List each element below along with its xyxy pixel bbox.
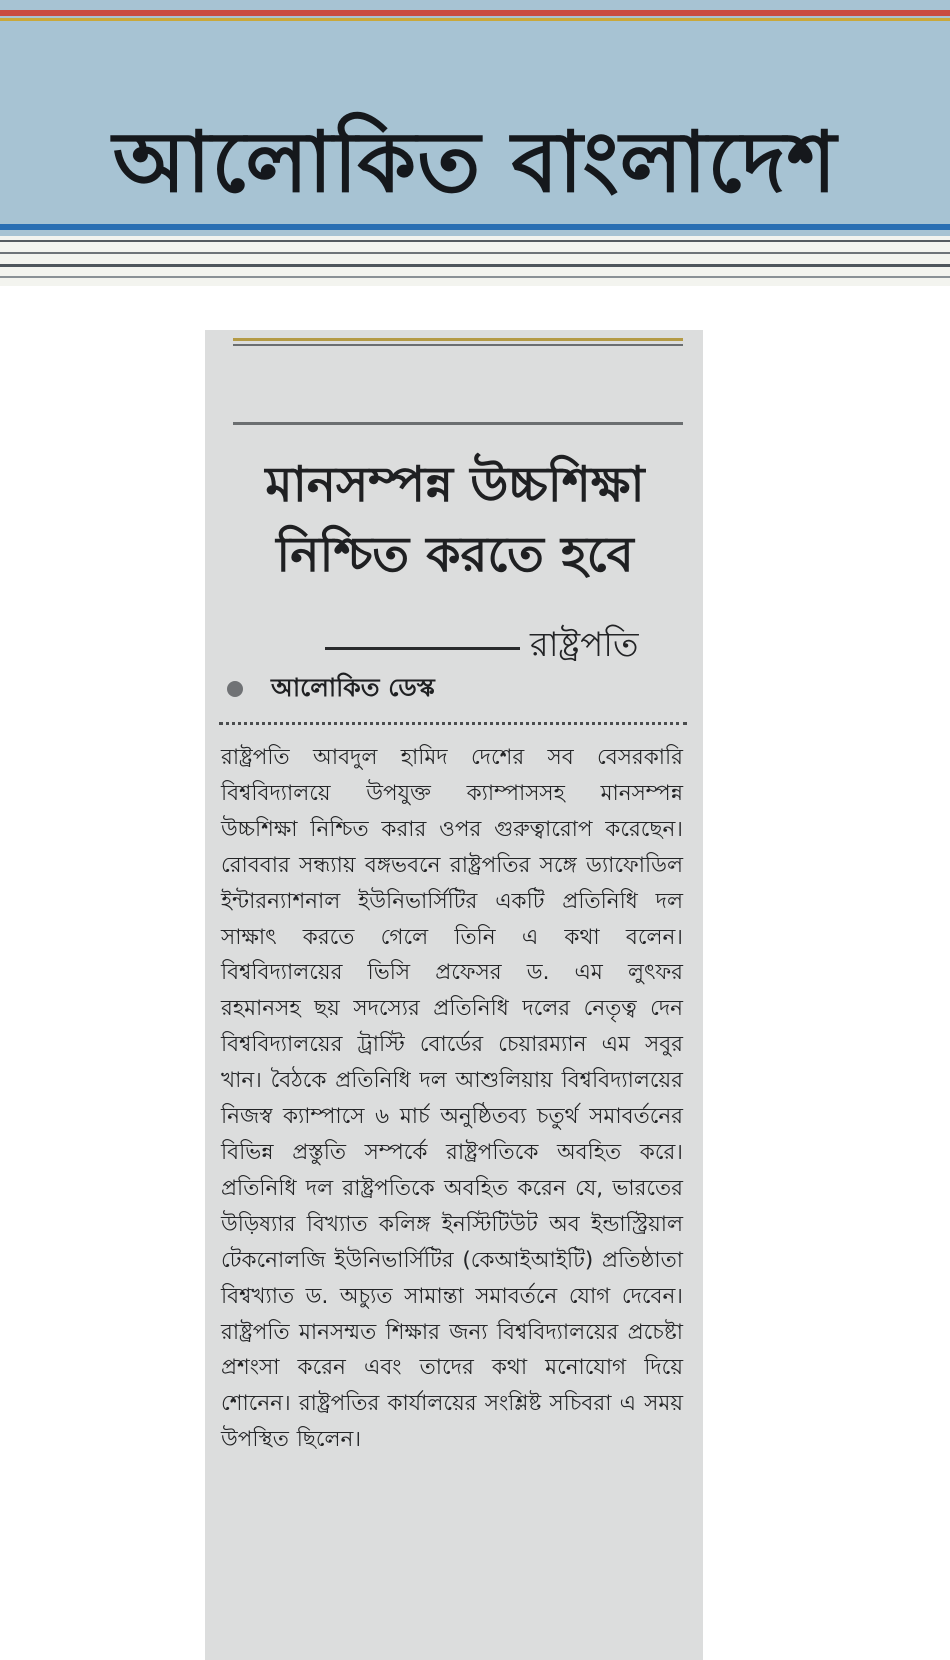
bullet-icon <box>227 681 243 697</box>
byline-text: আলোকিত ডেস্ক <box>271 673 435 702</box>
clipping-top-rule <box>233 338 683 341</box>
masthead-red-rule <box>0 10 950 16</box>
masthead-blue-rule <box>0 224 950 230</box>
article-clipping <box>205 330 703 1660</box>
masthead-gold-rule <box>0 18 950 21</box>
masthead-rule-3 <box>0 264 950 267</box>
headline-attribution <box>325 620 685 670</box>
masthead-rule-2 <box>0 252 950 254</box>
masthead-bottom-band <box>0 236 950 286</box>
newspaper-masthead <box>0 0 950 286</box>
masthead-rule-1 <box>0 240 950 242</box>
article-byline <box>227 668 677 708</box>
masthead-title: আলোকিত বাংলাদেশ <box>112 113 838 211</box>
attribution-dash <box>325 647 520 650</box>
masthead-rule-4 <box>0 276 950 278</box>
dotted-divider <box>219 722 687 725</box>
headline-line-2: নিশ্চিত করতে হবে <box>276 526 634 583</box>
headline-line-1: মানসম্পন্ন উচ্চশিক্ষা <box>265 456 645 513</box>
clipping-top-rule-thin <box>233 344 683 346</box>
attribution-text: রাষ্ট্রপতি <box>530 625 639 665</box>
clipping-header-rule <box>233 422 683 425</box>
article-headline <box>225 450 685 590</box>
article-body: রাষ্ট্রপতি আবদুল হামিদ দেশের সব বেসরকারি বিশ্ববিদ্যালয়ে উপযুক্ত ক্যাম্পাসসহ মানসম্পন্ন উচ্চশিক্ষা নিশ্চিত করার ওপর গুরুত্বারোপ করেছেন। রোববার সন্ধ্যায় বঙ্গভবনে রাষ্ট্রপতির সঙ্গে ড্যাফোডিল ইন্টারন্যাশনাল ইউনিভার্সিটির একটি প্রতিনিধি দল সাক্ষাৎ করতে গেলে তিনি এ কথা বলেন। বিশ্ববিদ্যালয়ের ভিসি প্রফেসর ড. এম লুৎফর রহমানসহ ছয় সদস্যের প্রতিনিধি দলের নেতৃত্ব দেন বিশ্ববিদ্যালয়ের ট্রাস্টি বোর্ডের চেয়ারম্যান এম সবুর খান। বৈঠকে প্রতিনিধি দল আশুলিয়ায় বিশ্ববিদ্যালয়ের নিজস্ব ক্যাম্পাসে ৬ মার্চ অনুষ্ঠিতব্য চতুর্থ সমাবর্তনের বিভিন্ন প্রস্তুতি সম্পর্কে রাষ্ট্রপতিকে অবহিত করে। প্রতিনিধি দল রাষ্ট্রপতিকে অবহিত করেন যে, ভারতের উড়িষ্যার বিখ্যাত কলিঙ্গ ইনস্টিটিউট অব ইন্ডাস্ট্রিয়াল টেকনোলজি ইউনিভার্সিটির (কেআইআইটি) প্রতিষ্ঠাতা বিশ্বখ্যাত ড. অচ্যুত সামান্তা সমাবর্তনে যোগ দেবেন। রাষ্ট্রপতি মানসম্মত শিক্ষার জন্য বিশ্ববিদ্যালয়ের প্রচেষ্টা প্রশংসা করেন এবং তাদের কথা মনোযোগ দিয়ে শোনেন। রাষ্ট্রপতির কার্যালয়ের সংশ্লিষ্ট সচিবরা এ সময় উপস্থিত ছিলেন। <box>221 745 683 1453</box>
